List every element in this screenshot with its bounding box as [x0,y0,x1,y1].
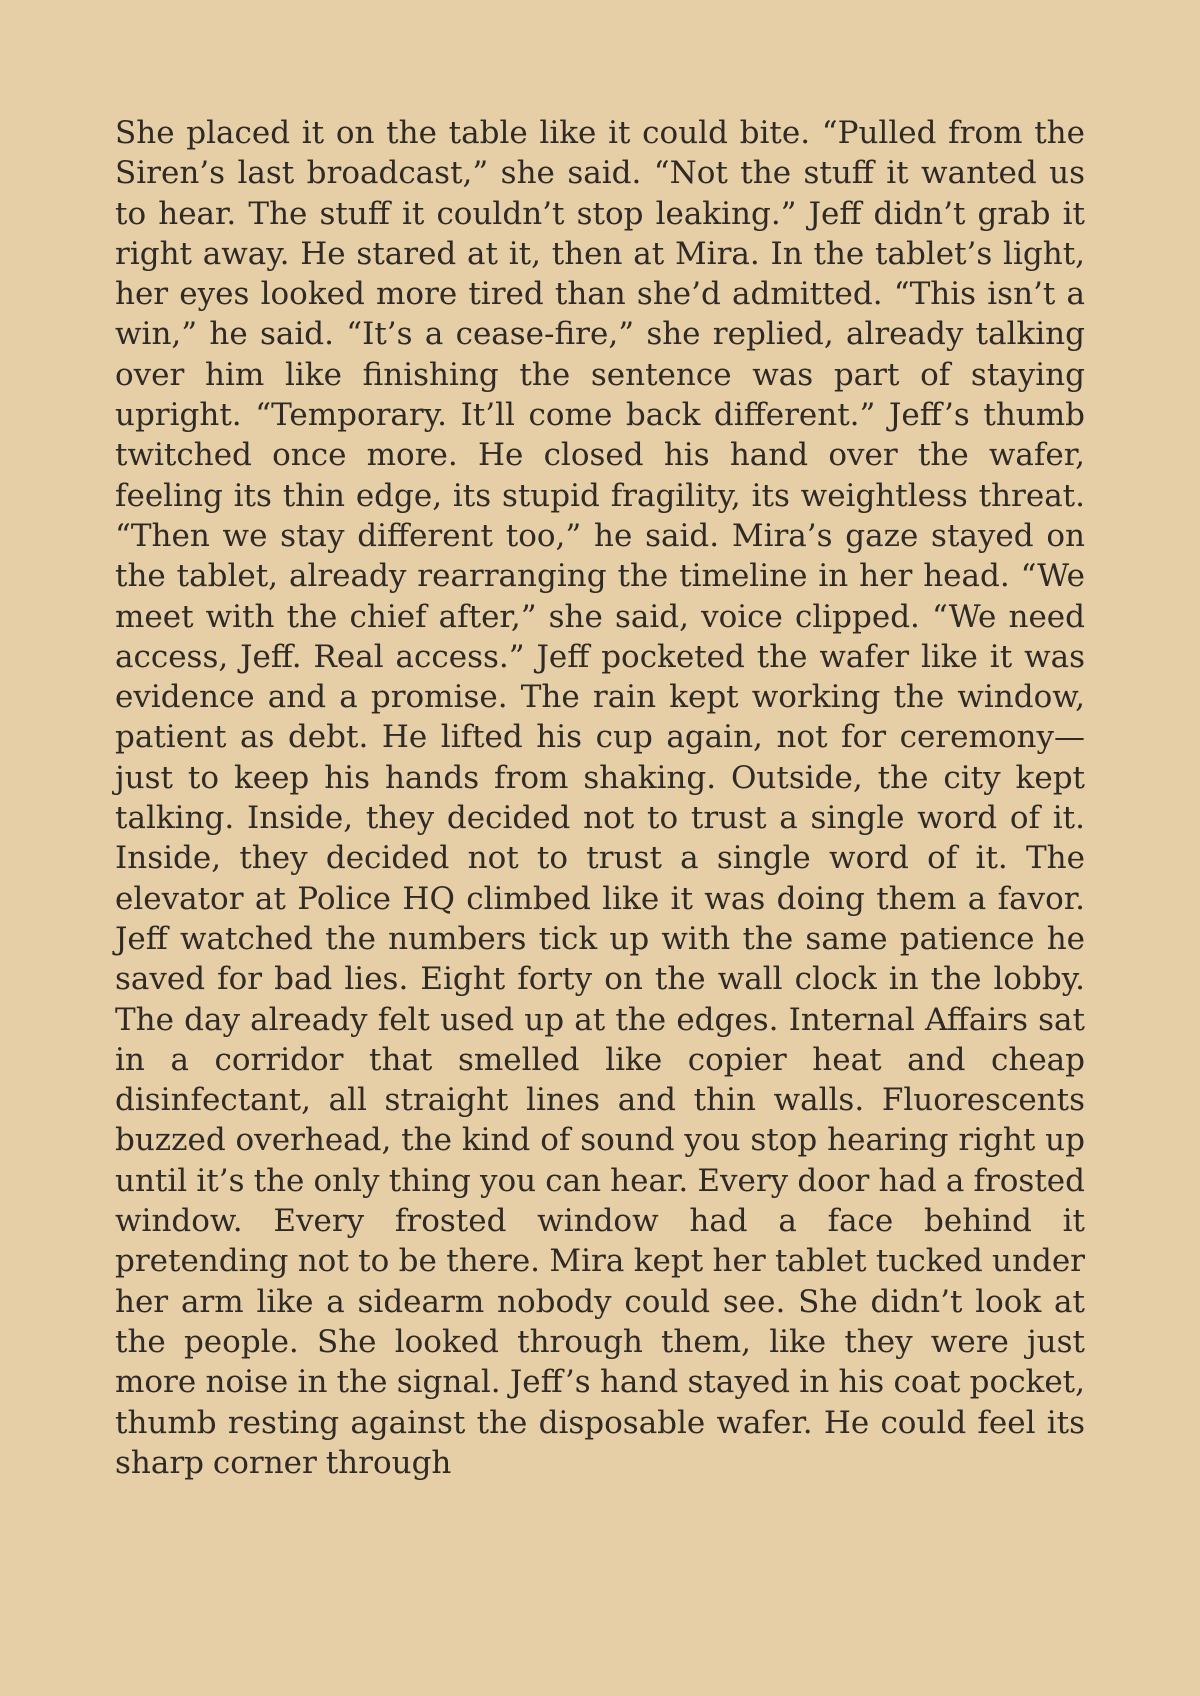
body-paragraph: She placed it on the table like it could bite. “Pulled from the Siren’s last broadcast,” she said. “Not the stuff it wanted us to hear. The stuff it couldn’t stop leaking.” Jeff didn’t grab it right away. He stared at it, then at Mira. In the tablet’s light, her eyes looked more tired than she’d admitted. “This isn’t a win,” he said. “It’s a cease-fire,” she replied, already talking over him like finishing the sentence was part of staying upright. “Temporary. It’ll come back different.” Jeff’s thumb twitched once more. He closed his hand over the wafer, feeling its thin edge, its stupid fragility, its weightless threat. “Then we stay different too,” he said. Mira’s gaze stayed on the tablet, already rearranging the timeline in her head. “We meet with the chief after,” she said, voice clipped. “We need access, Jeff. Real access.” Jeff pocketed the wafer like it was evidence and a promise. The rain kept working the window, patient as debt. He lifted his cup again, not for ceremony—just to keep his hands from shaking. Outside, the city kept talking. Inside, they decided not to trust a single word of it. Inside, they decided not to trust a single word of it. The elevator at Police HQ climbed like it was doing them a favor. Jeff watched the numbers tick up with the same patience he saved for bad lies. Eight forty on the wall clock in the lobby. The day already felt used up at the edges. Internal Affairs sat in a corridor that smelled like copier heat and cheap disinfectant, all straight lines and thin walls. Fluorescents buzzed overhead, the kind of sound you stop hearing right up until it’s the only thing you can hear. Every door had a frosted window. Every frosted window had a face behind it pretending not to be there. Mira kept her tablet tucked under her arm like a sidearm nobody could see. She didn’t look at the people. She looked through them, like they were just more noise in the signal. Jeff’s hand stayed in his coat pocket, thumb resting against the disposable wafer. He could feel its sharp corner through [115,115,1085,1481]
